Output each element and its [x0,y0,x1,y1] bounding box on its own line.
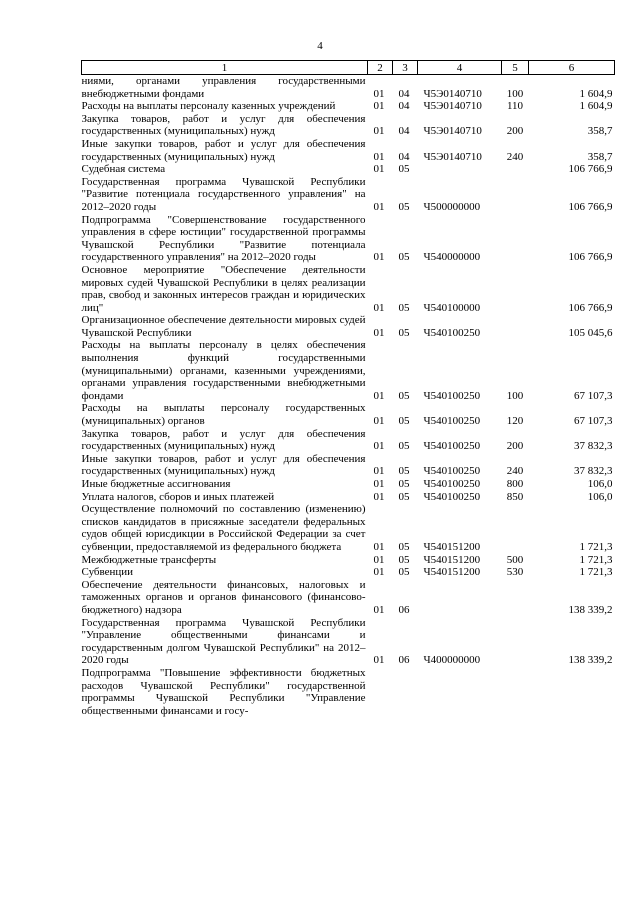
row-expense-type-cell [502,176,529,214]
row-section-cell: 01 [373,251,385,264]
row-name-cell: Расходы на выплаты персоналу государственных (муниципальных) органов [81,402,366,428]
row-name-cell: Организационное обеспечение деятельности мировых судей Чувашской Республики [81,314,366,339]
row-subsection-cell: 05 [398,251,410,264]
row-subsection-cell: 05 [398,465,410,478]
row-expense-type-cell [502,264,529,314]
row-expense-type-cell: 530 [506,566,524,579]
row-subsection-cell: 06 [398,603,410,616]
table-row [82,579,615,617]
row-target-code-cell: Ч540151200 [423,553,481,566]
row-expense-type-cell [502,214,529,264]
row-name-cell: Иные бюджетные ассигнования [81,478,231,490]
header-cell-subsection: 3 [393,61,418,75]
row-target-code-cell: Ч540151200 [423,566,481,579]
table-row [82,453,615,478]
row-target-code-cell: Ч500000000 [423,200,481,213]
row-amount-cell: 105 045,6 [568,326,613,339]
row-expense-type-cell: 110 [506,100,524,113]
table-row [82,113,615,138]
row-target-code-cell: Ч5Э0140710 [423,100,482,113]
row-name-cell: Государственная программа Чувашской Республики "Управление общественными финансами и государственным долгом Чувашской Республики" на 2012–2020 годы [81,616,366,667]
row-expense-type-cell: 850 [506,490,524,503]
table-row [82,554,615,567]
row-expense-type-cell [502,667,529,717]
row-expense-type-cell [502,503,529,553]
row-expense-type-cell [502,617,529,667]
row-name-cell: Межбюджетные трансферты [81,553,217,566]
row-subsection-cell: 05 [398,553,410,566]
row-amount-cell: 67 107,3 [574,415,613,428]
row-expense-type-cell: 200 [506,125,524,138]
row-target-code-cell [418,667,502,717]
row-name-cell: Расходы на выплаты персоналу в целях обеспечения выполнения функций государственными (муниципальными) органами, казенными учреждениями, органами управления государственными внебюджетными фондами [81,339,366,402]
row-subsection-cell: 05 [398,163,410,176]
table-row [82,617,615,667]
row-name-cell: Расходы на выплаты персоналу казенных учреждений [81,100,336,113]
row-target-code-cell: Ч540100250 [423,478,481,490]
row-section-cell: 01 [373,150,385,163]
row-name-cell: Субвенции [81,566,134,579]
row-section-cell: 01 [373,87,385,100]
row-name-cell: Уплата налогов, сборов и иных платежей [81,490,275,503]
row-amount-cell: 1 721,3 [579,553,613,566]
row-target-code-cell: Ч5Э0140710 [423,150,482,163]
row-target-code-cell: Ч540100250 [423,440,481,453]
row-expense-type-cell: 100 [506,87,524,100]
row-section-cell: 01 [373,301,385,314]
row-amount-cell: 1 721,3 [579,540,613,553]
table-row [82,566,615,579]
row-expense-type-cell [502,163,529,176]
row-section-cell: 01 [373,163,385,176]
row-amount-cell: 67 107,3 [574,389,613,402]
table-row [82,667,615,717]
row-amount-cell: 106 766,9 [568,163,613,176]
row-target-code-cell: Ч540100250 [423,465,481,478]
row-expense-type-cell [502,579,529,617]
row-target-code-cell: Ч5Э0140710 [423,87,482,100]
table-body [82,75,615,718]
row-target-code-cell [418,579,502,617]
row-target-code-cell: Ч540100250 [423,326,481,339]
row-subsection-cell: 05 [398,301,410,314]
row-target-code-cell: Ч5Э0140710 [423,125,482,138]
row-name-cell: Подпрограмма "Совершенствование государственного управления в сфере юстиции" государственной программы Чувашской Республики "Развитие потенциала государственного управления" на 2012–2020 годы [81,213,366,264]
row-expense-type-cell: 240 [506,465,524,478]
row-section-cell: 01 [373,440,385,453]
row-subsection-cell: 04 [398,100,410,113]
row-amount-cell: 1 604,9 [579,100,613,113]
row-amount-cell: 106 766,9 [568,251,613,264]
table-row [82,176,615,214]
row-section-cell: 01 [373,566,385,579]
row-expense-type-cell: 120 [506,415,524,428]
row-amount-cell: 138 339,2 [568,603,613,616]
table-row [82,264,615,314]
row-subsection-cell: 05 [398,389,410,402]
row-amount-cell: 37 832,3 [574,440,613,453]
row-amount-cell: 106 766,9 [568,200,613,213]
row-expense-type-cell: 240 [506,150,524,163]
row-name-cell: Осуществление полномочий по составлению (изменению) списков кандидатов в присяжные заседатели федеральных судов общей юрисдикции в Российской Федерации за счет субвенции, предоставляемой из федерального бюджета [81,503,366,553]
header-cell-name: 1 [82,61,368,75]
row-subsection-cell: 05 [398,200,410,213]
row-expense-type-cell: 500 [506,553,524,566]
row-amount-cell: 358,7 [587,150,613,163]
row-target-code-cell: Ч540100000 [423,301,481,314]
row-amount-cell: 106 766,9 [568,301,613,314]
row-subsection-cell: 05 [398,490,410,503]
row-subsection-cell: 05 [398,415,410,428]
row-section-cell: 01 [373,465,385,478]
row-section-cell: 01 [373,478,385,490]
header-cell-expense-type: 5 [502,61,529,75]
row-name-cell: Судебная система [81,163,166,176]
row-section-cell: 01 [373,326,385,339]
row-section-cell: 01 [373,654,385,667]
row-target-code-cell: Ч540100250 [423,490,481,503]
row-expense-type-cell [502,314,529,339]
row-section-cell: 01 [373,540,385,553]
row-name-cell: Иные закупки товаров, работ и услуг для обеспечения государственных (муниципальных) нужд [81,137,366,163]
row-subsection-cell: 05 [398,540,410,553]
row-section-cell: 01 [373,100,385,113]
row-subsection-cell: 05 [398,478,410,490]
row-section-cell: 01 [373,553,385,566]
table-row [82,503,615,553]
row-subsection-cell: 05 [398,440,410,453]
header-cell-target-code: 4 [418,61,502,75]
row-section-cell: 01 [373,125,385,138]
table-row [82,75,615,101]
row-name-cell: Государственная программа Чувашской Республики "Развитие потенциала государственного управления" на 2012–2020 годы [81,175,366,213]
table-row [82,339,615,402]
row-section-cell [368,667,393,717]
row-name-cell: Закупка товаров, работ и услуг для обеспечения государственных (муниципальных) нужд [81,427,366,453]
row-expense-type-cell: 100 [506,389,524,402]
row-target-code-cell: Ч540100250 [423,389,481,402]
row-target-code-cell: Ч400000000 [423,654,481,667]
row-amount-cell: 106,0 [587,478,613,490]
row-name-cell: Подпрограмма "Повышение эффективности бюджетных расходов Чувашской Республики" государственной программы Чувашской Республики "Управление общественными финансами и госу- [81,666,366,717]
row-subsection-cell: 05 [398,326,410,339]
row-amount-cell: 106,0 [587,490,613,503]
row-amount-cell: 1 721,3 [579,566,613,579]
table-header-row [82,61,615,75]
table-row [82,491,615,504]
table-row [82,402,615,427]
table-row [82,478,615,491]
row-section-cell: 01 [373,200,385,213]
row-section-cell: 01 [373,389,385,402]
row-amount-cell: 138 339,2 [568,654,613,667]
row-name-cell: Основное мероприятие "Обеспечение деятельности мировых судей Чувашской Республики в целях реализации прав, свобод и законных интересов граждан и юридических лиц" [81,263,366,314]
row-name-cell: Иные закупки товаров, работ и услуг для обеспечения государственных (муниципальных) нужд [81,452,366,478]
row-name-cell: Обеспечение деятельности финансовых, налоговых и таможенных органов и органов финансового (финансово-бюджетного) надзора [81,578,366,616]
table-row [82,100,615,113]
page-number: 4 [317,40,323,52]
table-row [82,163,615,176]
row-expense-type-cell: 200 [506,440,524,453]
row-subsection-cell: 05 [398,566,410,579]
row-amount-cell [529,667,615,717]
row-amount-cell: 1 604,9 [579,87,613,100]
row-name-cell: ниями, органами управления государственными внебюджетными фондами [81,75,366,100]
row-amount-cell: 37 832,3 [574,465,613,478]
row-section-cell: 01 [373,490,385,503]
header-cell-amount: 6 [529,61,615,75]
row-subsection-cell: 04 [398,87,410,100]
row-target-code-cell: Ч540000000 [423,251,481,264]
row-section-cell: 01 [373,603,385,616]
header-cell-section: 2 [368,61,393,75]
budget-table [81,60,615,717]
row-subsection-cell [393,667,418,717]
row-subsection-cell: 04 [398,150,410,163]
row-expense-type-cell: 800 [506,478,524,490]
row-amount-cell: 358,7 [587,125,613,138]
row-subsection-cell: 04 [398,125,410,138]
table-row [82,138,615,163]
table-row [82,214,615,264]
row-target-code-cell [418,163,502,176]
row-target-code-cell: Ч540100250 [423,415,481,428]
row-subsection-cell: 06 [398,654,410,667]
table-row [82,314,615,339]
row-target-code-cell: Ч540151200 [423,540,481,553]
row-section-cell: 01 [373,415,385,428]
table-row [82,428,615,453]
row-name-cell: Закупка товаров, работ и услуг для обеспечения государственных (муниципальных) нужд [81,112,366,138]
